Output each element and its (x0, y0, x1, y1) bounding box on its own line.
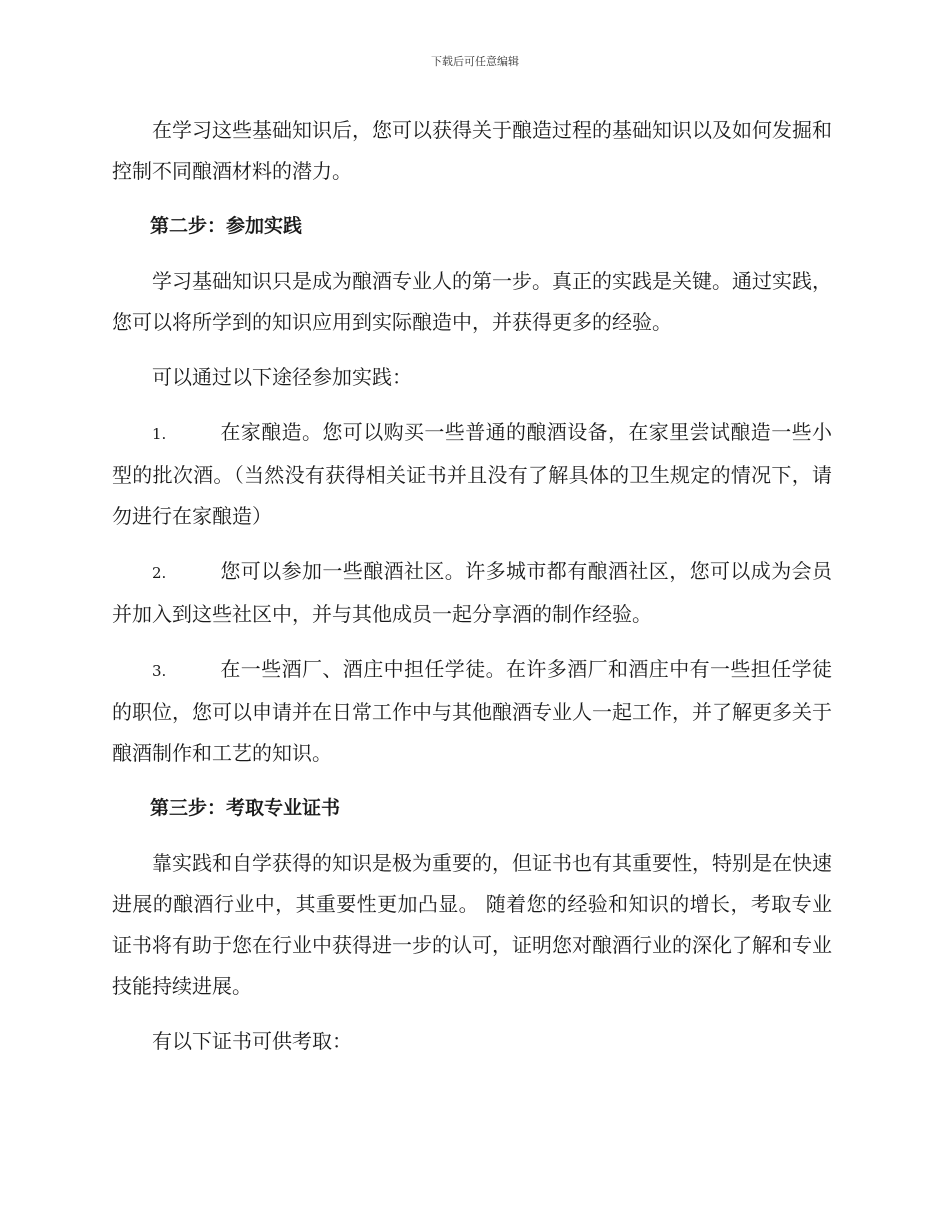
list-item-text: 在家酿造。您可以购买一些普通的酿酒设备，在家里尝试酿造一些小型的批次酒。（当然没有获得相关证书并且没有了解具体的卫生规定的情况下，请勿进行在家酿造） (112, 420, 832, 528)
page-header: 下载后可任意编辑 (431, 55, 519, 68)
list-item-number: 2. (152, 564, 167, 582)
step3-certs-paragraph: 有以下证书可供考取： (152, 1029, 352, 1053)
step3-heading: 第三步：考取专业证书 (150, 797, 341, 819)
intro-paragraph: 在学习这些基础知识后，您可以获得关于酿造过程的基础知识以及如何发掘和控制不同酿酒材料的潜力。 (112, 118, 832, 183)
list-item-text: 在一些酒厂、酒庄中担任学徒。在许多酒厂和酒庄中有一些担任学徒的职位，您可以申请并在日常工作中与其他酿酒专业人一起工作，并了解更多关于酿酒制作和工艺的知识。 (112, 657, 832, 765)
step2-heading: 第二步：参加实践 (150, 215, 303, 237)
list-item-number: 3. (152, 662, 167, 680)
step2-paragraph: 学习基础知识只是成为酿酒专业人的第一步。真正的实践是关键。通过实践，您可以将所学到的知识应用到实际酿造中，并获得更多的经验。 (112, 269, 832, 334)
document-body (112, 110, 832, 1076)
list-item-number: 1. (152, 425, 167, 443)
step3-paragraph: 靠实践和自学获得的知识是极为重要的，但证书也有其重要性，特别是在快速进展的酿酒行业中，其重要性更加凸显。 随着您的经验和知识的增长，考取专业证书将有助于您在行业中获得进一步的认可，证明您对酿酒行业的深化了解和专业技能持续进展。 (112, 851, 832, 998)
list-item (112, 649, 832, 774)
list-item (112, 551, 832, 635)
list-item-text: 您可以参加一些酿酒社区。许多城市都有酿酒社区，您可以成为会员并加入到这些社区中，并与其他成员一起分享酒的制作经验。 (112, 559, 832, 626)
list-item (112, 412, 832, 537)
step2-ways-paragraph: 可以通过以下途径参加实践： (152, 365, 412, 389)
